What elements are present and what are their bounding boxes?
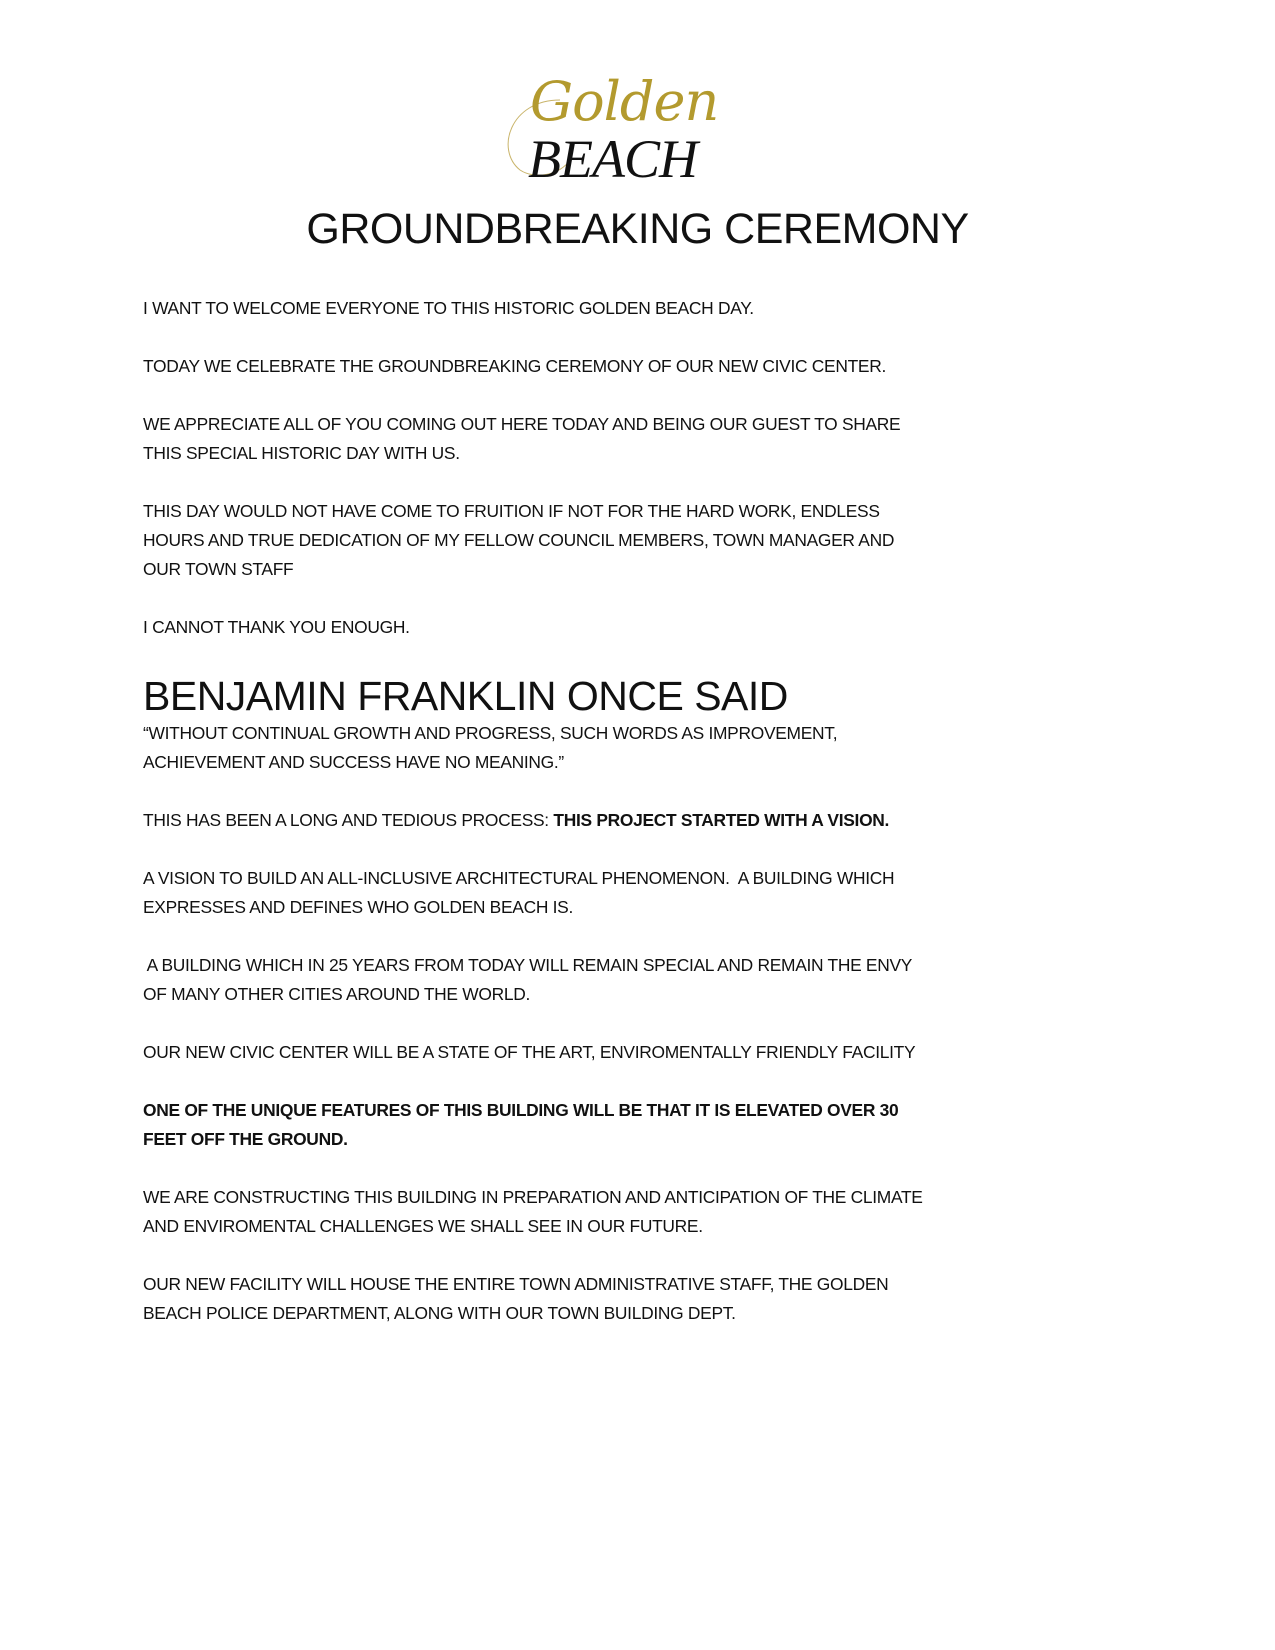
bold-text: THIS PROJECT STARTED WITH A VISION.	[553, 810, 890, 830]
page-title: GROUNDBREAKING CEREMONY	[306, 205, 969, 253]
paragraph	[143, 497, 1143, 584]
text-segment: I CANNOT THANK YOU ENOUGH.	[143, 617, 410, 637]
text-segment: OUR NEW FACILITY WILL HOUSE THE ENTIRE TOWN ADMINISTRATIVE STAFF, THE GOLDEN	[143, 1274, 889, 1294]
text-line	[143, 1096, 1143, 1125]
paragraph	[143, 719, 1143, 777]
text-segment: WE ARE CONSTRUCTING THIS BUILDING IN PREPARATION AND ANTICIPATION OF THE CLIMATE	[143, 1187, 923, 1207]
text-segment: ACHIEVEMENT AND SUCCESS HAVE NO MEANING.”	[143, 752, 564, 772]
text-line	[143, 613, 1143, 642]
text-line	[143, 719, 1143, 748]
paragraph	[143, 1270, 1143, 1328]
text-segment: A BUILDING WHICH IN 25 YEARS FROM TODAY WILL REMAIN SPECIAL AND REMAIN THE ENVY	[143, 955, 913, 975]
logo-beach-text: BEACH	[528, 129, 697, 189]
paragraph	[143, 352, 1143, 381]
text-line	[143, 1212, 1143, 1241]
text-line	[143, 951, 1143, 980]
section-heading: BENJAMIN FRANKLIN ONCE SAID	[143, 673, 788, 719]
text-line	[143, 980, 1143, 1009]
text-segment: AND ENVIROMENTAL CHALLENGES WE SHALL SEE IN OUR FUTURE.	[143, 1216, 703, 1236]
text-line	[143, 526, 1143, 555]
text-line	[143, 806, 1143, 835]
text-segment: THIS HAS BEEN A LONG AND TEDIOUS PROCESS:	[143, 810, 554, 830]
text-segment: OF MANY OTHER CITIES AROUND THE WORLD.	[143, 984, 531, 1004]
text-segment: A VISION TO BUILD AN ALL-INCLUSIVE ARCHITECTURAL PHENOMENON. A BUILDING WHICH	[143, 868, 895, 888]
text-line	[143, 555, 1143, 584]
text-segment: OUR TOWN STAFF	[143, 559, 294, 579]
text-line	[143, 893, 1143, 922]
text-segment: “WITHOUT CONTINUAL GROWTH AND PROGRESS, SUCH WORDS AS IMPROVEMENT,	[143, 723, 838, 743]
golden-beach-logo	[500, 70, 740, 190]
text-line	[143, 1125, 1143, 1154]
paragraph	[143, 613, 1143, 642]
text-line	[143, 410, 1143, 439]
text-segment: BEACH POLICE DEPARTMENT, ALONG WITH OUR TOWN BUILDING DEPT.	[143, 1303, 736, 1323]
bold-text: ONE OF THE UNIQUE FEATURES OF THIS BUILDING WILL BE THAT IT IS ELEVATED OVER 30	[143, 1100, 899, 1120]
speech-body	[143, 294, 1143, 1357]
text-line	[143, 748, 1143, 777]
text-segment: THIS DAY WOULD NOT HAVE COME TO FRUITION IF NOT FOR THE HARD WORK, ENDLESS	[143, 501, 880, 521]
logo-golden-text: Golden	[530, 70, 719, 133]
paragraph	[143, 806, 1143, 835]
paragraph	[143, 951, 1143, 1009]
text-line	[143, 439, 1143, 468]
text-segment: HOURS AND TRUE DEDICATION OF MY FELLOW COUNCIL MEMBERS, TOWN MANAGER AND	[143, 530, 895, 550]
text-line	[143, 1038, 1143, 1067]
text-segment: OUR NEW CIVIC CENTER WILL BE A STATE OF THE ART, ENVIROMENTALLY FRIENDLY FACILITY	[143, 1042, 916, 1062]
text-segment: EXPRESSES AND DEFINES WHO GOLDEN BEACH IS.	[143, 897, 573, 917]
text-segment: WE APPRECIATE ALL OF YOU COMING OUT HERE TODAY AND BEING OUR GUEST TO SHARE	[143, 414, 901, 434]
text-line	[143, 864, 1143, 893]
bold-text: FEET OFF THE GROUND.	[143, 1129, 348, 1149]
text-line	[143, 1270, 1143, 1299]
paragraph	[143, 1096, 1143, 1154]
paragraph	[143, 294, 1143, 323]
paragraph	[143, 864, 1143, 922]
paragraph	[143, 1183, 1143, 1241]
text-segment: TODAY WE CELEBRATE THE GROUNDBREAKING CEREMONY OF OUR NEW CIVIC CENTER.	[143, 356, 887, 376]
paragraph	[143, 410, 1143, 468]
text-line	[143, 352, 1143, 381]
text-line	[143, 1299, 1143, 1328]
paragraph	[143, 1038, 1143, 1067]
text-line	[143, 1183, 1143, 1212]
text-segment: I WANT TO WELCOME EVERYONE TO THIS HISTORIC GOLDEN BEACH DAY.	[143, 298, 754, 318]
text-line	[143, 294, 1143, 323]
text-segment: THIS SPECIAL HISTORIC DAY WITH US.	[143, 443, 460, 463]
text-line	[143, 497, 1143, 526]
